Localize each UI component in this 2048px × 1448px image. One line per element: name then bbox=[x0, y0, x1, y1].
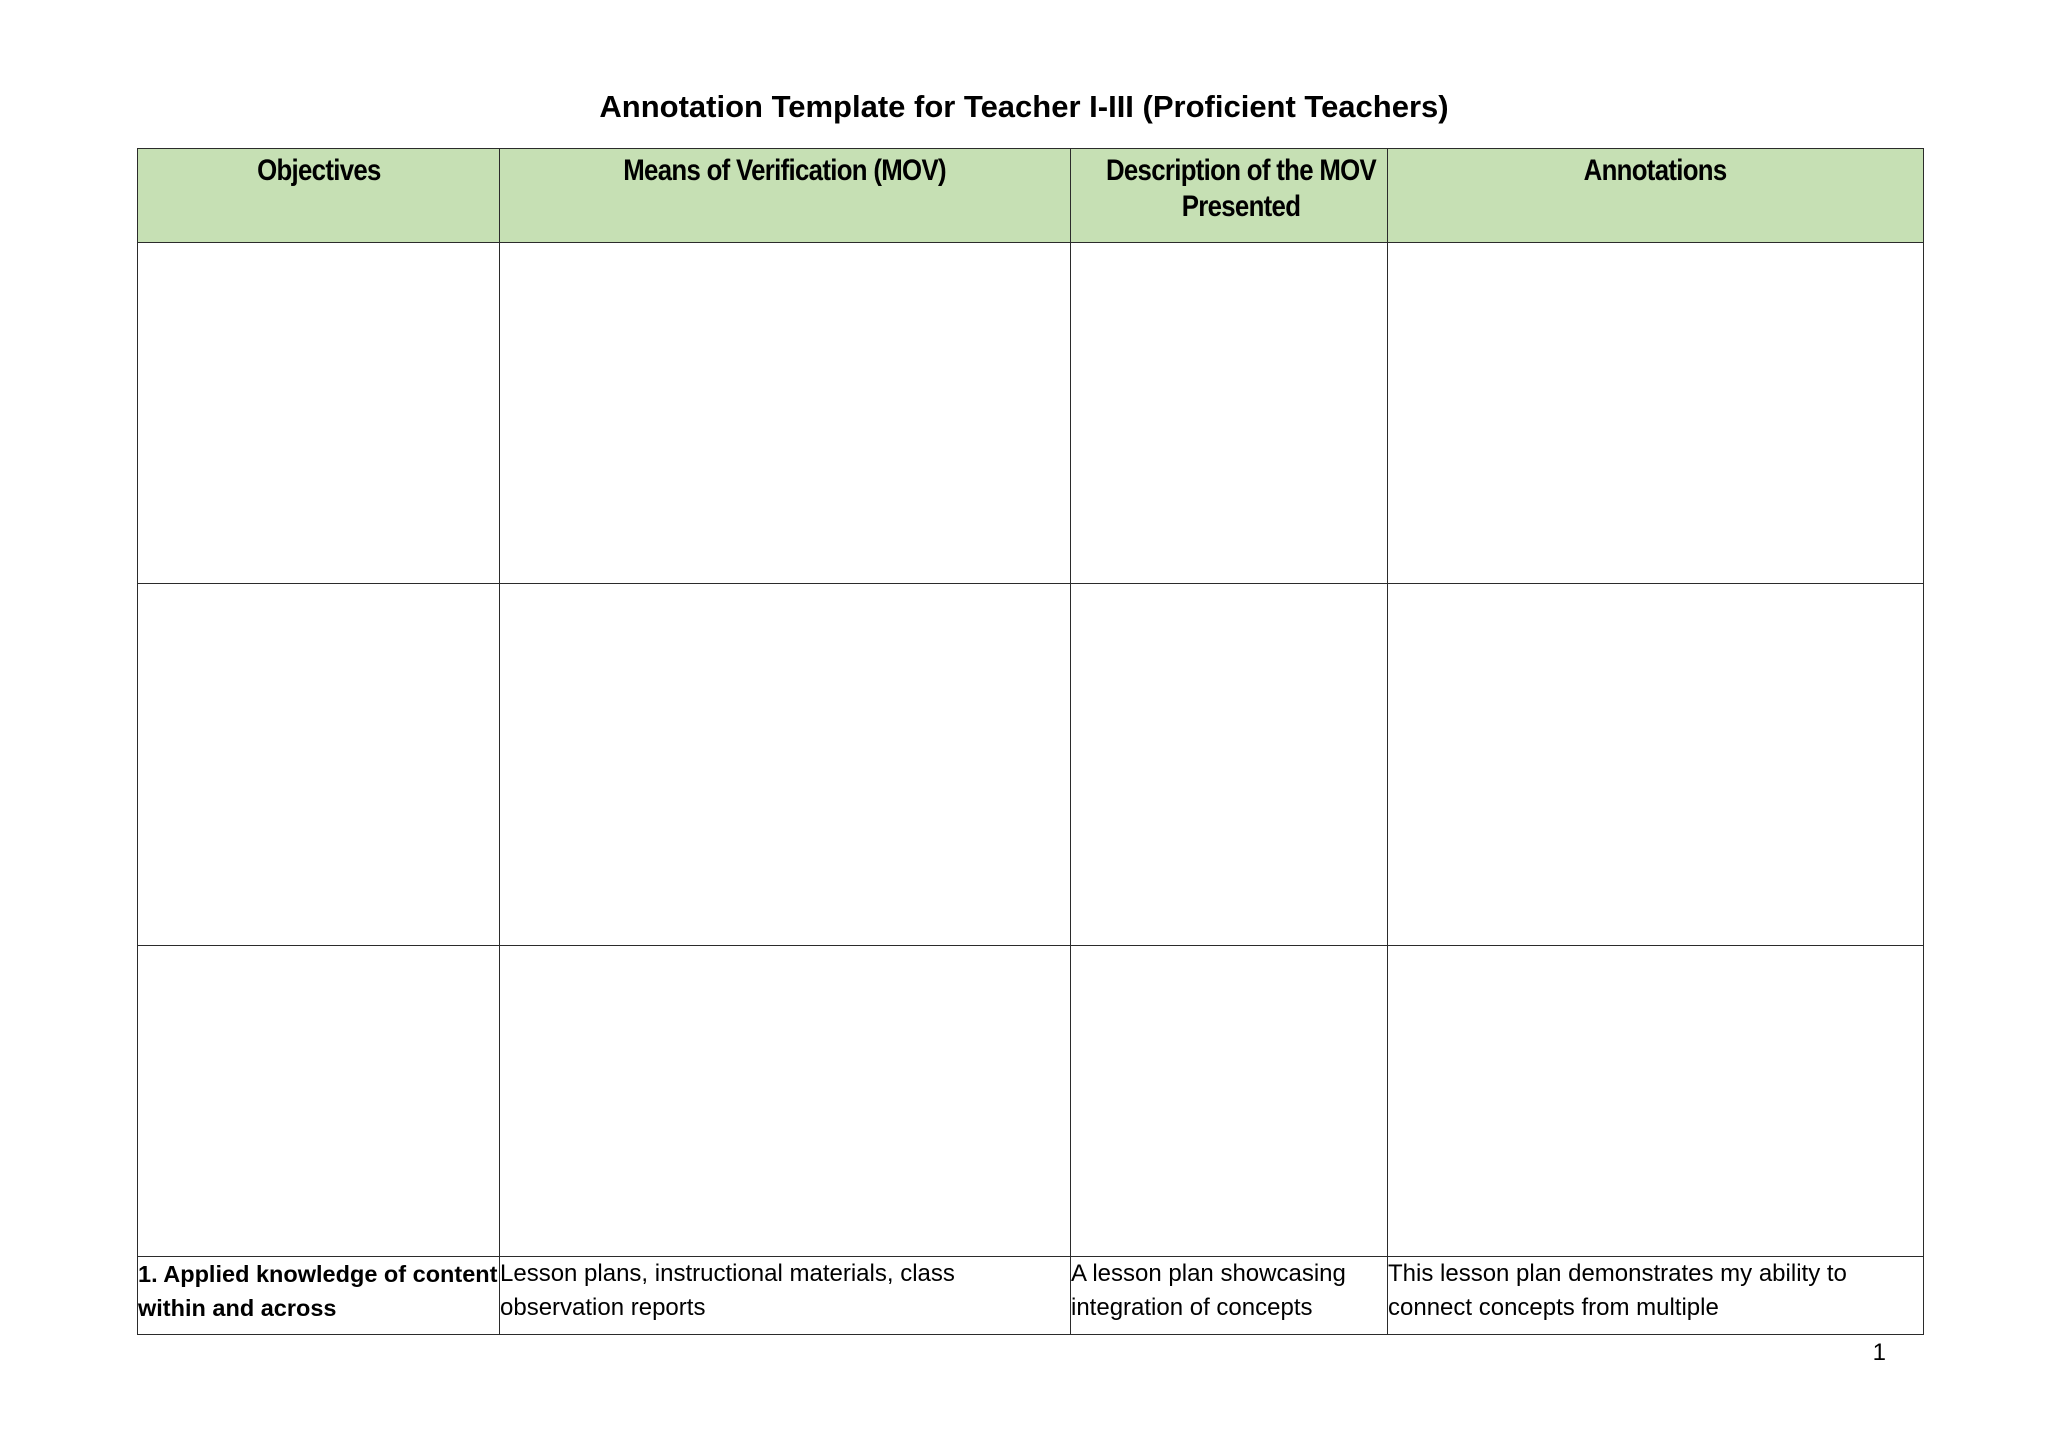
cell-description[interactable] bbox=[1071, 945, 1388, 1256]
annotation-table bbox=[137, 148, 1924, 1335]
cell-mov[interactable] bbox=[500, 584, 1071, 945]
cell-description[interactable] bbox=[1071, 1256, 1388, 1334]
table-row bbox=[138, 584, 1924, 945]
cell-description-text: A lesson plan showcasing integration of concepts bbox=[1071, 1259, 1346, 1321]
cell-objectives[interactable] bbox=[138, 584, 500, 945]
cell-annotations-text: This lesson plan demonstrates my ability to connect concepts from multiple bbox=[1388, 1259, 1847, 1321]
cell-annotations[interactable] bbox=[1388, 584, 1924, 945]
table-row bbox=[138, 945, 1924, 1256]
header-mov: Means of Verification (MOV) bbox=[500, 149, 1071, 243]
cell-annotations[interactable] bbox=[1388, 1256, 1924, 1334]
cell-objectives[interactable] bbox=[138, 945, 500, 1256]
header-description: Description of the MOV Presented bbox=[1071, 149, 1388, 243]
cell-annotations[interactable] bbox=[1388, 945, 1924, 1256]
page-number: 1 bbox=[1872, 1339, 1886, 1366]
cell-mov[interactable] bbox=[500, 945, 1071, 1256]
cell-annotations[interactable] bbox=[1388, 243, 1924, 584]
cell-description[interactable] bbox=[1071, 243, 1388, 584]
table-row bbox=[138, 243, 1924, 584]
header-annotations: Annotations bbox=[1388, 149, 1924, 243]
cell-mov-text: Lesson plans, instructional materials, class observation reports bbox=[500, 1259, 955, 1321]
cell-objectives-text: 1. Applied knowledge of content within and across bbox=[138, 1260, 498, 1321]
cell-mov[interactable] bbox=[500, 1256, 1071, 1334]
cell-description[interactable] bbox=[1071, 584, 1388, 945]
cell-objectives[interactable] bbox=[138, 1256, 500, 1334]
table-header-row bbox=[138, 149, 1924, 243]
header-objectives: Objectives bbox=[138, 149, 500, 243]
table-row bbox=[138, 1256, 1924, 1334]
cell-objectives[interactable] bbox=[138, 243, 500, 584]
page-title: Annotation Template for Teacher I-III (Proficient Teachers) bbox=[599, 89, 1449, 124]
cell-mov[interactable] bbox=[500, 243, 1071, 584]
